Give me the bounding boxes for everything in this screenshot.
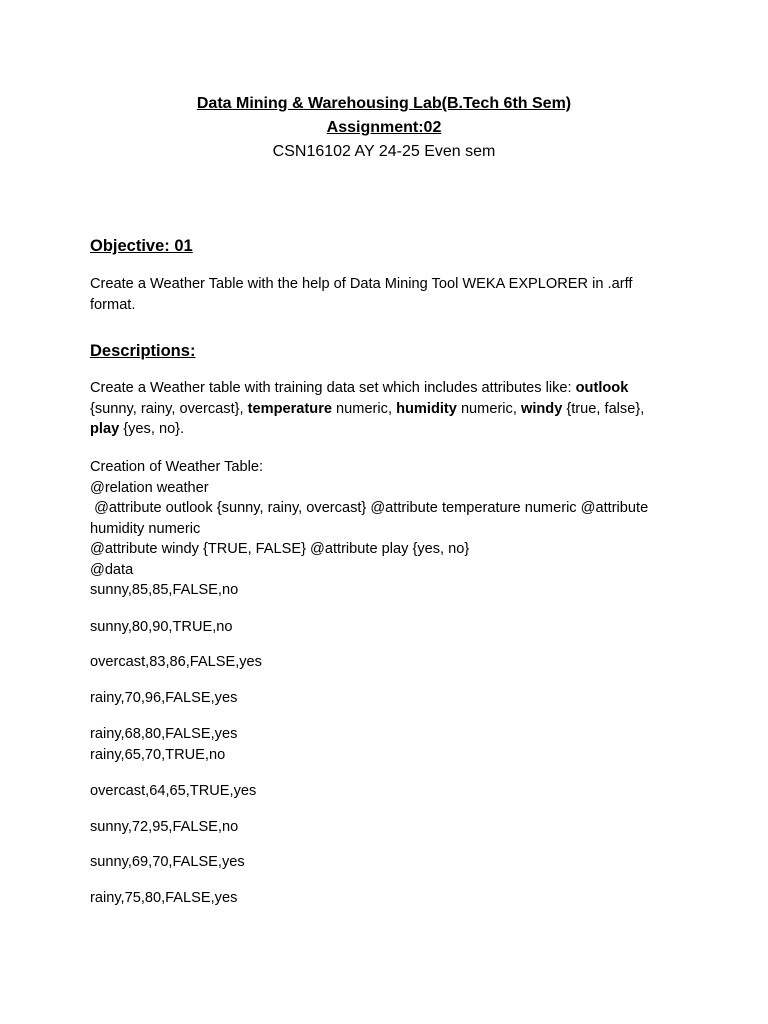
arff-creation-block	[90, 457, 680, 601]
data-row: rainy,68,80,FALSE,yes	[90, 726, 238, 742]
intro-text: Create a Weather table with training data set which includes attributes like:	[90, 380, 576, 396]
lab-title: Data Mining & Warehousing Lab(B.Tech 6th Sem)	[196, 95, 572, 112]
objective-text: Create a Weather Table with the help of Data Mining Tool WEKA EXPLORER in .arff format.	[90, 276, 633, 313]
temperature-type: numeric,	[332, 400, 397, 417]
data-row: overcast,64,65,TRUE,yes	[90, 783, 257, 799]
windy-values: {true, false},	[562, 400, 645, 417]
assignment-title: Assignment:02	[326, 119, 442, 136]
course-info: CSN16102 AY 24-25 Even sem	[272, 143, 496, 160]
attr-windy: windy	[520, 400, 563, 417]
attributes-line-1: @attribute outlook {sunny, rainy, overcast} @attribute temperature numeric @attribute humidity numeric	[90, 500, 653, 537]
descriptions-text	[90, 378, 675, 440]
humidity-type: numeric,	[456, 400, 521, 417]
document-header	[0, 92, 768, 164]
data-row: sunny,80,90,TRUE,no	[90, 619, 233, 635]
data-row: overcast,83,86,FALSE,yes	[90, 654, 262, 670]
relation-line: @relation weather	[90, 479, 209, 496]
data-tag: @data	[90, 561, 134, 578]
descriptions-heading: Descriptions:	[90, 342, 196, 360]
attr-temperature: temperature	[247, 400, 332, 417]
data-row: rainy,75,80,FALSE,yes	[90, 890, 238, 906]
data-row: sunny,69,70,FALSE,yes	[90, 854, 245, 870]
attributes-line-2: @attribute windy {TRUE, FALSE} @attribute play {yes, no}	[90, 541, 470, 557]
play-values: {yes, no}.	[119, 421, 185, 437]
objective-heading: Objective: 01	[90, 237, 193, 255]
attr-humidity: humidity	[396, 400, 457, 417]
attr-play: play	[90, 421, 120, 437]
attr-outlook: outlook	[575, 380, 629, 396]
data-row: sunny,72,95,FALSE,no	[90, 819, 239, 835]
creation-title: Creation of Weather Table:	[90, 459, 264, 475]
first-data-row: sunny,85,85,FALSE,no	[90, 582, 239, 598]
data-row: rainy,70,96,FALSE,yes	[90, 690, 238, 706]
outlook-values: {sunny, rainy, overcast},	[90, 400, 248, 417]
data-row: rainy,65,70,TRUE,no	[90, 747, 226, 763]
